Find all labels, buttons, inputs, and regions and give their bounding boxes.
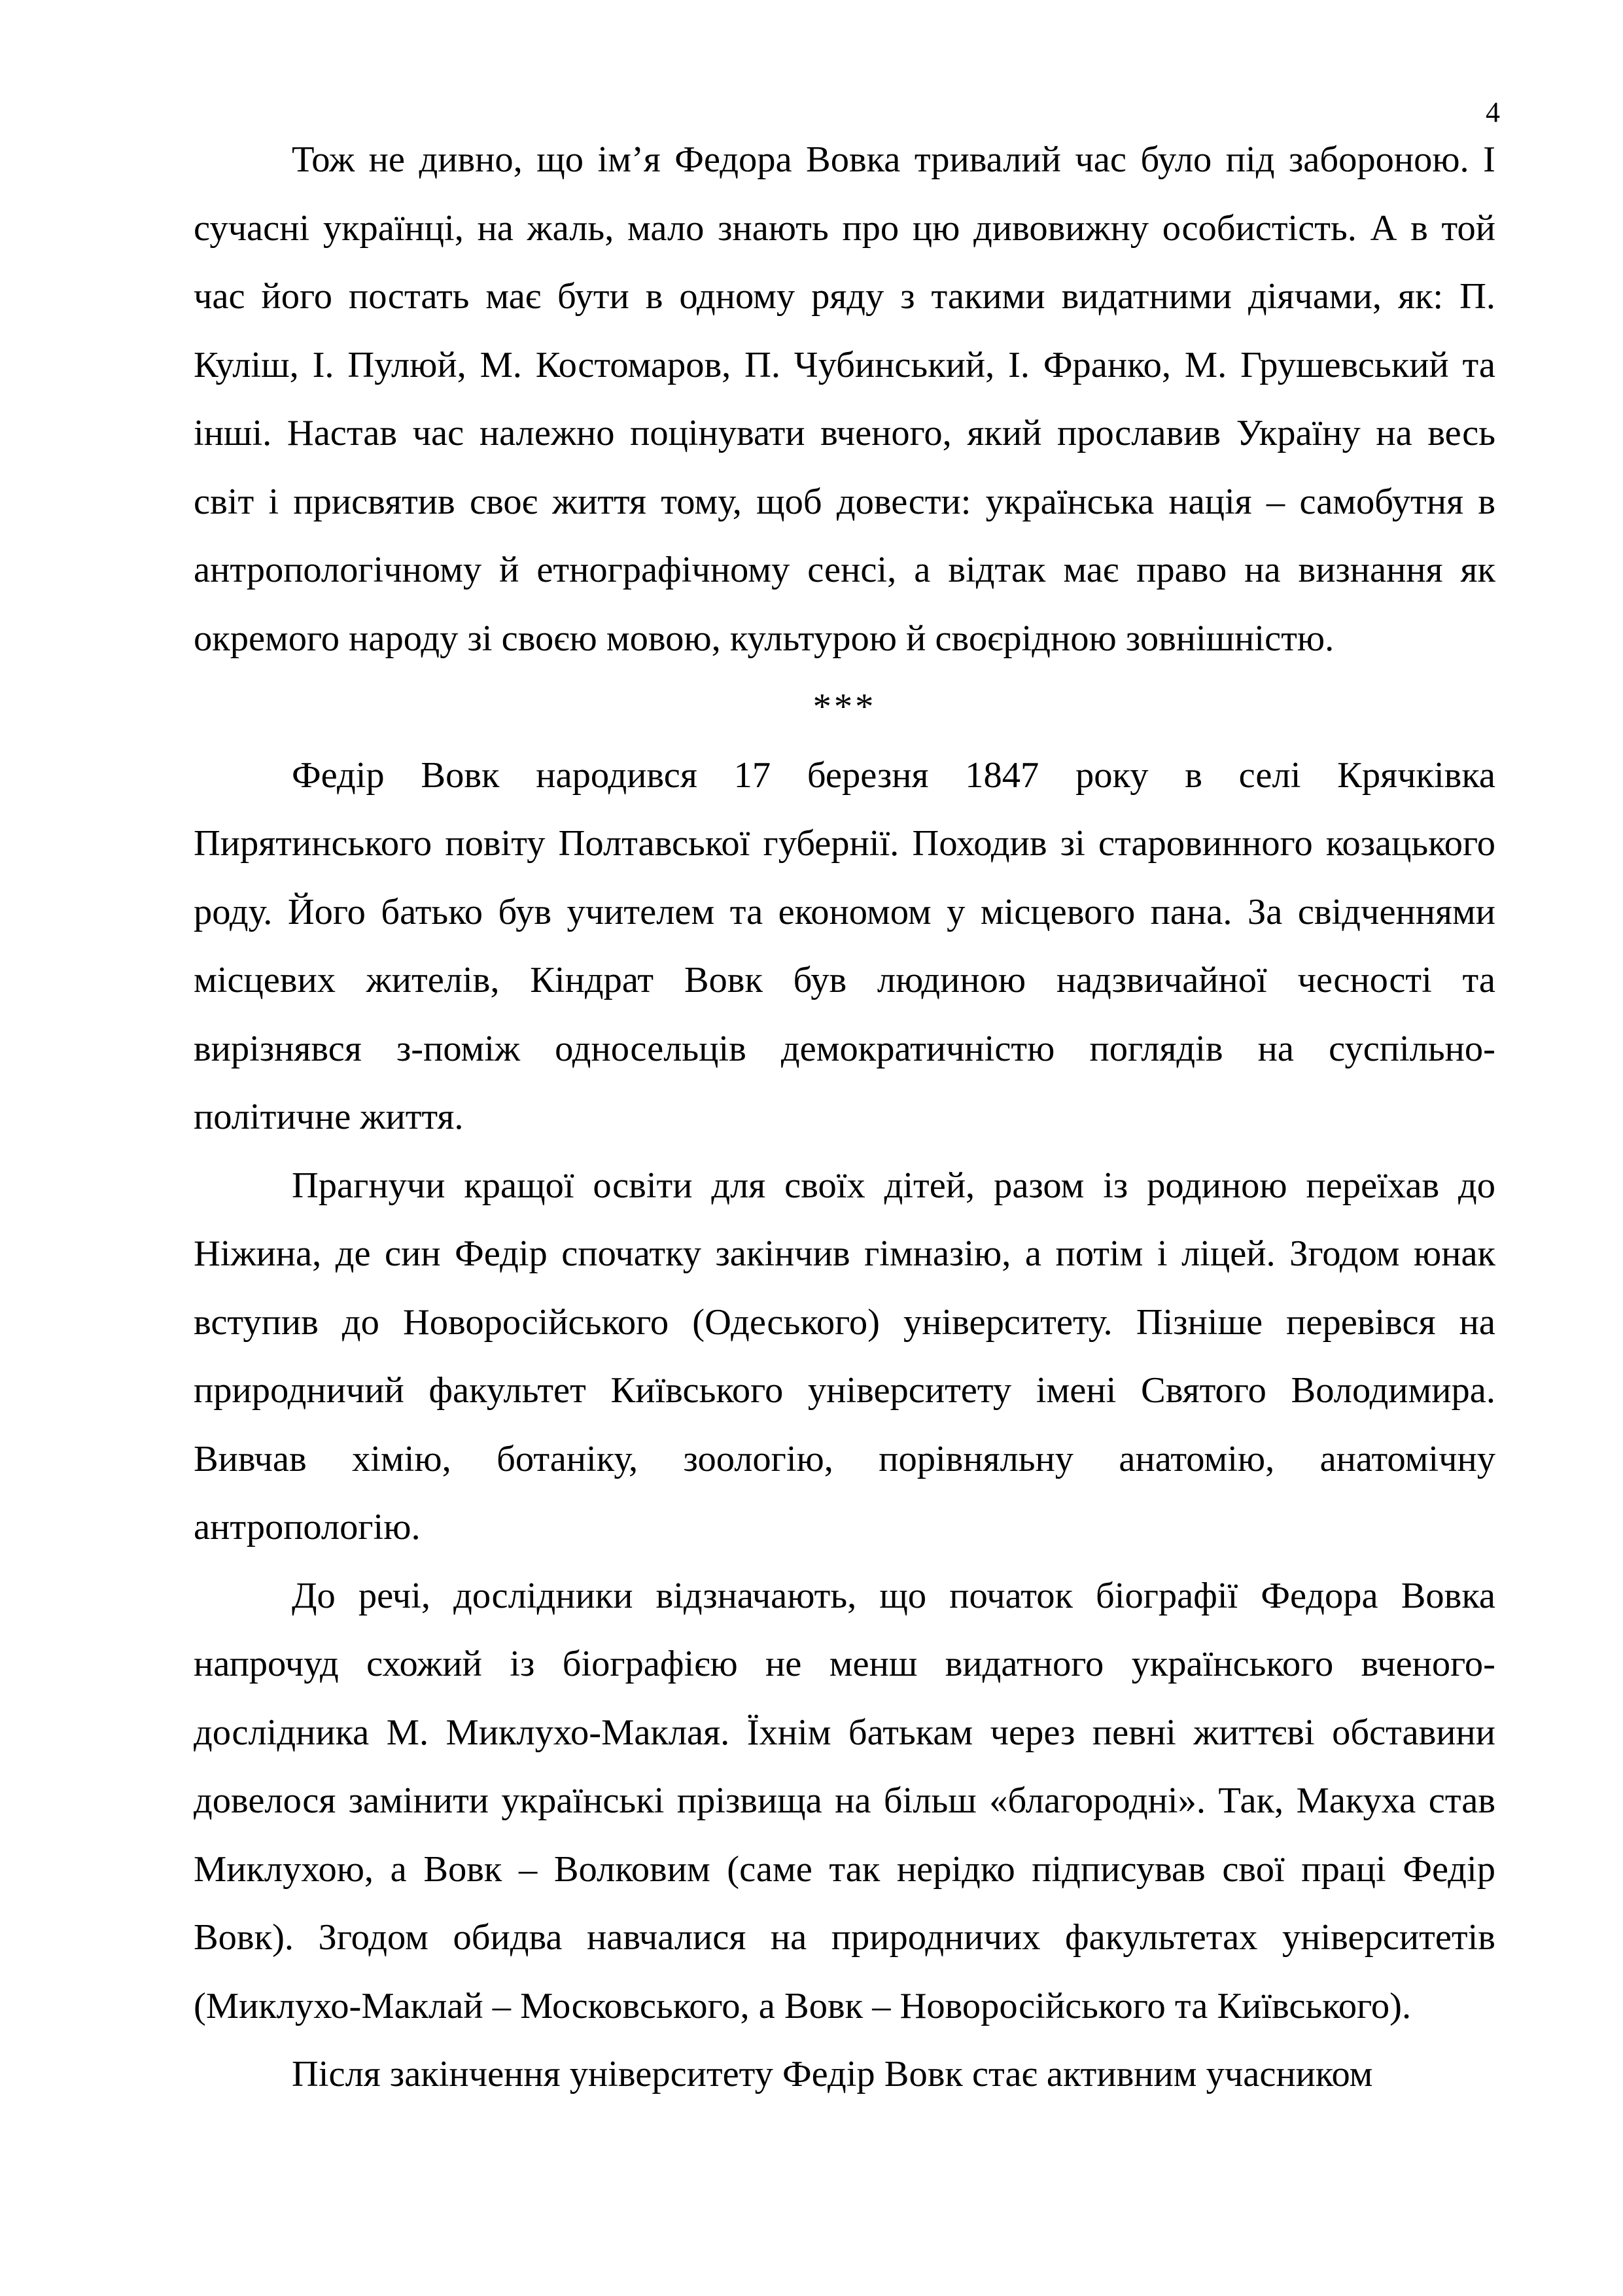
paragraph-birth: Федір Вовк народився 17 березня 1847 року в селі Крячківка Пирятинського повіту Полтавської губернії. Походив зі старовинного козацького роду. Його батько був учителем та економом у місцевого пана. За свідченнями місцевих жителів, Кіндрат Вовк був людиною надзвичайної чесності та вирізнявся з-поміж односельців демократичністю поглядів на суспільно-політичне життя. bbox=[194, 754, 1495, 1137]
paragraph-education: Прагнучи кращої освіти для своїх дітей, разом із родиною переїхав до Ніжина, де син Федір спочатку закінчив гімназію, а потім і ліцей. Згодом юнак вступив до Новоросійського (Одеського) університету. Пізніше перевівся на природничий факультет Київського університету імені Святого Володимира. Вивчав хімію, ботаніку, зоологію, порівняльну анатомію, анатомічну антропологію. bbox=[194, 1165, 1495, 1547]
document-body bbox=[194, 126, 1495, 2109]
paragraph-intro: Тож не дивно, що ім’я Федора Вовка тривалий час було під забороною. І сучасні українці, на жаль, мало знають про цю дивовижну особистість. А в той час його постать має бути в одному ряду з такими видатними діячами, як: П. Куліш, І. Пулюй, М. Костомаров, П. Чубинський, І. Франко, М. Грушевський та інші. Настав час належно поцінувати вченого, який прославив Україну на весь світ і присвятив своє життя тому, щоб довести: українська нація – самобутня в антропологічному й етнографічному сенсі, а відтак має право на визнання як окремого народу зі своєю мовою, культурою й своєрідною зовнішністю. bbox=[194, 139, 1495, 659]
page-number: 4 bbox=[1486, 96, 1500, 128]
section-separator: *** bbox=[812, 686, 877, 727]
paragraph-after-university: Після закінчення університету Федір Вовк стає активним учасником bbox=[292, 2054, 1373, 2094]
paragraph-biography-comparison: До речі, дослідники відзначають, що початок біографії Федора Вовка напрочуд схожий із біографією не менш видатного українського вченого-дослідника М. Миклухо-Маклая. Їхнім батькам через певні життєві обставини довелося замінити українські прізвища на більш «благородні». Так, Макуха став Миклухою, а Вовк – Волковим (саме так нерідко підписував свої праці Федір Вовк). Згодом обидва навчалися на природничих факультетах університетів (Миклухо-Маклай – Московського, а Вовк – Новоросійського та Київського). bbox=[194, 1575, 1495, 2026]
